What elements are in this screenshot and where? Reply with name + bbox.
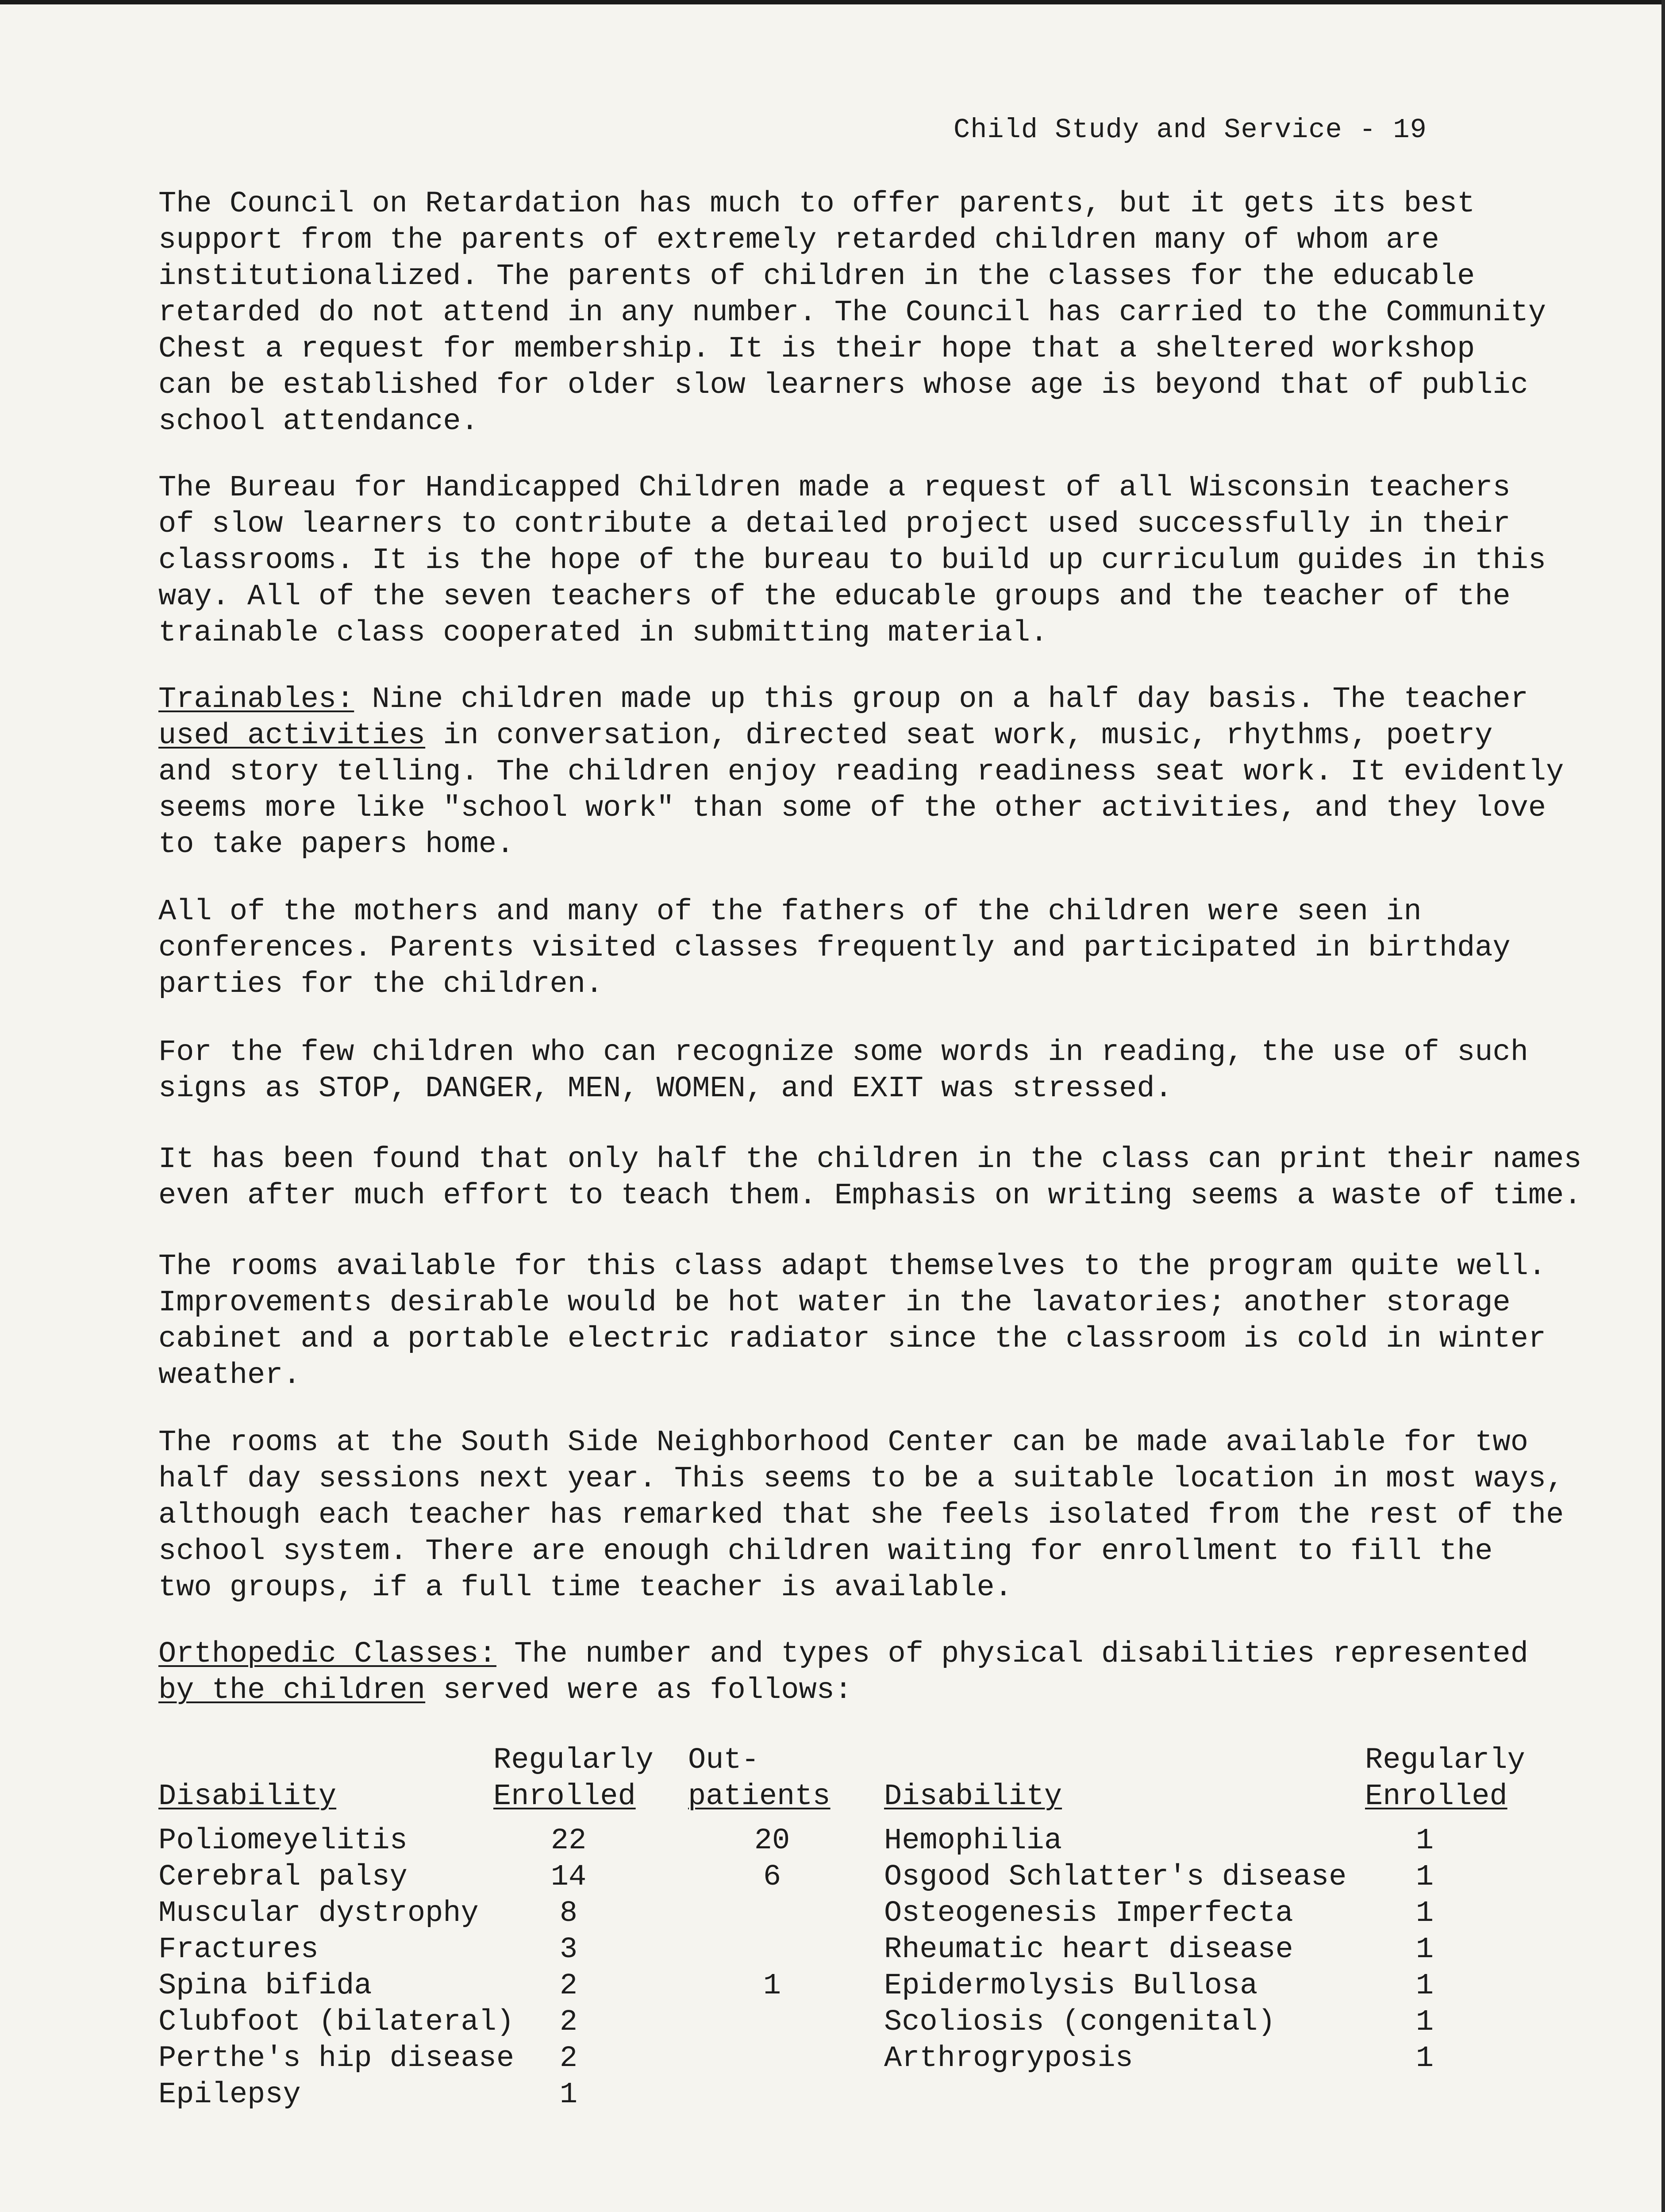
text-line: cabinet and a portable electric radiator since the classroom is cold in winter — [158, 1322, 1546, 1356]
table-cell-enrolled: 1 — [1415, 2042, 1434, 2075]
text-line: Improvements desirable would be hot water in the lavatories; another storage — [158, 1286, 1511, 1320]
table-cell-enrolled: 1 — [1415, 1860, 1434, 1894]
table-row-label: Fractures — [158, 1933, 319, 1966]
col-head-outpatients — [688, 1742, 831, 1815]
col-head-line: Disability — [158, 1780, 337, 1813]
text-line: two groups, if a full time teacher is available. — [158, 1571, 1012, 1605]
text-line: seems more like "school work" than some of the other activities, and they love — [158, 791, 1546, 825]
text-fragment: Nine children made up this group on a half day basis. The teacher — [354, 683, 1528, 716]
text-line: signs as STOP, DANGER, MEN, WOMEN, and EXIT was stressed. — [158, 1072, 1173, 1106]
table-row-label: Poliomeyelitis — [158, 1824, 408, 1858]
table-cell-enrolled: 2 — [559, 2042, 578, 2075]
text-line: weather. — [158, 1359, 301, 1392]
paragraph-writing — [158, 1141, 1619, 1214]
table-row-label: Rheumatic heart disease — [884, 1933, 1293, 1966]
table-cell-enrolled: 22 — [550, 1824, 587, 1858]
table-cell-enrolled: 1 — [1415, 1969, 1434, 2003]
col-head-line: Regularly — [493, 1743, 654, 1777]
text-line: although each teacher has remarked that she feels isolated from the rest of the — [158, 1498, 1564, 1532]
text-line: support from the parents of extremely retarded children many of whom are — [158, 223, 1439, 257]
col-head-line: patients — [688, 1780, 831, 1813]
text-line: and story telling. The children enjoy reading readiness seat work. It evidently — [158, 755, 1564, 789]
text-line: The rooms at the South Side Neighborhood Center can be made available for two — [158, 1426, 1528, 1459]
table-cell-enrolled: 2 — [559, 1969, 578, 2003]
text-line: The Council on Retardation has much to offer parents, but it gets its best — [158, 187, 1475, 221]
table-row-label: Scoliosis (congenital) — [884, 2005, 1276, 2039]
text-line: The Bureau for Handicapped Children made a request of all Wisconsin teachers — [158, 471, 1511, 505]
table-cell-enrolled: 1 — [1415, 1897, 1434, 1930]
text-line: For the few children who can recognize some words in reading, the use of such — [158, 1036, 1528, 1069]
text-line: of slow learners to contribute a detailed project used successfully in their — [158, 507, 1511, 541]
table-row-label: Muscular dystrophy — [158, 1897, 479, 1930]
section-heading-trainables: Trainables: — [158, 683, 354, 716]
table-row-label: Osgood Schlatter's disease — [884, 1860, 1347, 1894]
table-cell-outpatients: 1 — [763, 1969, 781, 2003]
table-row-label: Spina bifida — [158, 1969, 372, 2003]
table-row-label: Cerebral palsy — [158, 1860, 408, 1894]
paragraph-signs — [158, 1034, 1619, 1107]
table-cell-enrolled: 1 — [1415, 2005, 1434, 2039]
table-cell-enrolled: 3 — [559, 1933, 578, 1966]
col-head-regularly-enrolled — [1365, 1742, 1525, 1815]
text-line: way. All of the seven teachers of the educable groups and the teacher of the — [158, 580, 1511, 614]
text-line: even after much effort to teach them. Emphasis on writing seems a waste of time. — [158, 1179, 1582, 1213]
col-head-disability — [158, 1778, 336, 1815]
table-row-label: Arthrogryposis — [884, 2042, 1133, 2075]
col-head-line: Regularly — [1365, 1743, 1525, 1777]
table-cell-enrolled: 14 — [550, 1860, 587, 1894]
text-line: trainable class cooperated in submitting material. — [158, 616, 1048, 650]
text-line: retarded do not attend in any number. The Council has carried to the Community — [158, 296, 1546, 330]
text-line: school system. There are enough children waiting for enrollment to fill the — [158, 1535, 1493, 1568]
table-cell-enrolled: 1 — [1415, 1933, 1434, 1966]
section-heading-orthopedic: Orthopedic Classes: — [158, 1637, 496, 1671]
text-line — [158, 718, 1619, 754]
col-head-disability — [884, 1778, 1062, 1815]
text-line — [158, 1672, 1619, 1709]
table-row-label: Perthe's hip disease — [158, 2042, 515, 2075]
table-cell-enrolled: 1 — [559, 2078, 578, 2112]
text-line: Chest a request for membership. It is their hope that a sheltered workshop — [158, 332, 1475, 366]
text-line: school attendance. — [158, 405, 479, 438]
text-fragment: The number and types of physical disabilities represented — [496, 1637, 1528, 1671]
paragraph-orthopedic — [158, 1636, 1619, 1709]
text-line: All of the mothers and many of the fathers of the children were seen in — [158, 895, 1422, 929]
col-head-regularly-enrolled — [493, 1742, 654, 1815]
scan-edge-right — [1661, 0, 1665, 2212]
table-row-label: Epilepsy — [158, 2078, 301, 2112]
text-line: The rooms available for this class adapt themselves to the program quite well. — [158, 1250, 1546, 1283]
table-row-label: Osteogenesis Imperfecta — [884, 1897, 1293, 1930]
table-row-label: Epidermolysis Bullosa — [884, 1969, 1258, 2003]
paragraph-bureau — [158, 470, 1619, 651]
running-head: Child Study and Service - 19 — [954, 114, 1427, 146]
col-head-line: Out- — [688, 1743, 759, 1777]
text-line: institutionalized. The parents of children in the classes for the educable — [158, 260, 1475, 293]
col-head-line: Disability — [884, 1780, 1062, 1813]
paragraph-south-side — [158, 1425, 1619, 1606]
text-line: It has been found that only half the children in the class can print their names — [158, 1143, 1582, 1176]
underlined-fragment: used activities — [158, 719, 426, 753]
paragraph-rooms — [158, 1248, 1619, 1394]
text-line: to take papers home. — [158, 828, 515, 861]
table-cell-enrolled: 1 — [1415, 1824, 1434, 1858]
table-row-label: Hemophilia — [884, 1824, 1062, 1858]
table-row-label: Clubfoot (bilateral) — [158, 2005, 515, 2039]
paragraph-trainables — [158, 681, 1619, 863]
table-cell-enrolled: 2 — [559, 2005, 578, 2039]
text-fragment: in conversation, directed seat work, music, rhythms, poetry — [425, 719, 1493, 753]
table-cell-outpatients: 6 — [763, 1860, 781, 1894]
table-cell-outpatients: 20 — [754, 1824, 790, 1858]
text-line: parties for the children. — [158, 968, 604, 1001]
text-line: classrooms. It is the hope of the bureau to build up curriculum guides in this — [158, 544, 1546, 577]
table-cell-enrolled: 8 — [559, 1897, 578, 1930]
col-head-line: Enrolled — [493, 1780, 636, 1813]
text-line: half day sessions next year. This seems to be a suitable location in most ways, — [158, 1462, 1564, 1496]
text-line: can be established for older slow learners whose age is beyond that of public — [158, 369, 1528, 402]
underlined-fragment: by the children — [158, 1674, 426, 1707]
text-line — [158, 1636, 1619, 1672]
text-fragment: served were as follows: — [425, 1674, 853, 1707]
text-line — [158, 681, 1619, 718]
scan-edge-top — [0, 0, 1665, 4]
col-head-line: Enrolled — [1365, 1780, 1507, 1813]
paragraph-parents — [158, 894, 1619, 1002]
text-line: conferences. Parents visited classes frequently and participated in birthday — [158, 931, 1511, 965]
paragraph-council — [158, 186, 1619, 440]
